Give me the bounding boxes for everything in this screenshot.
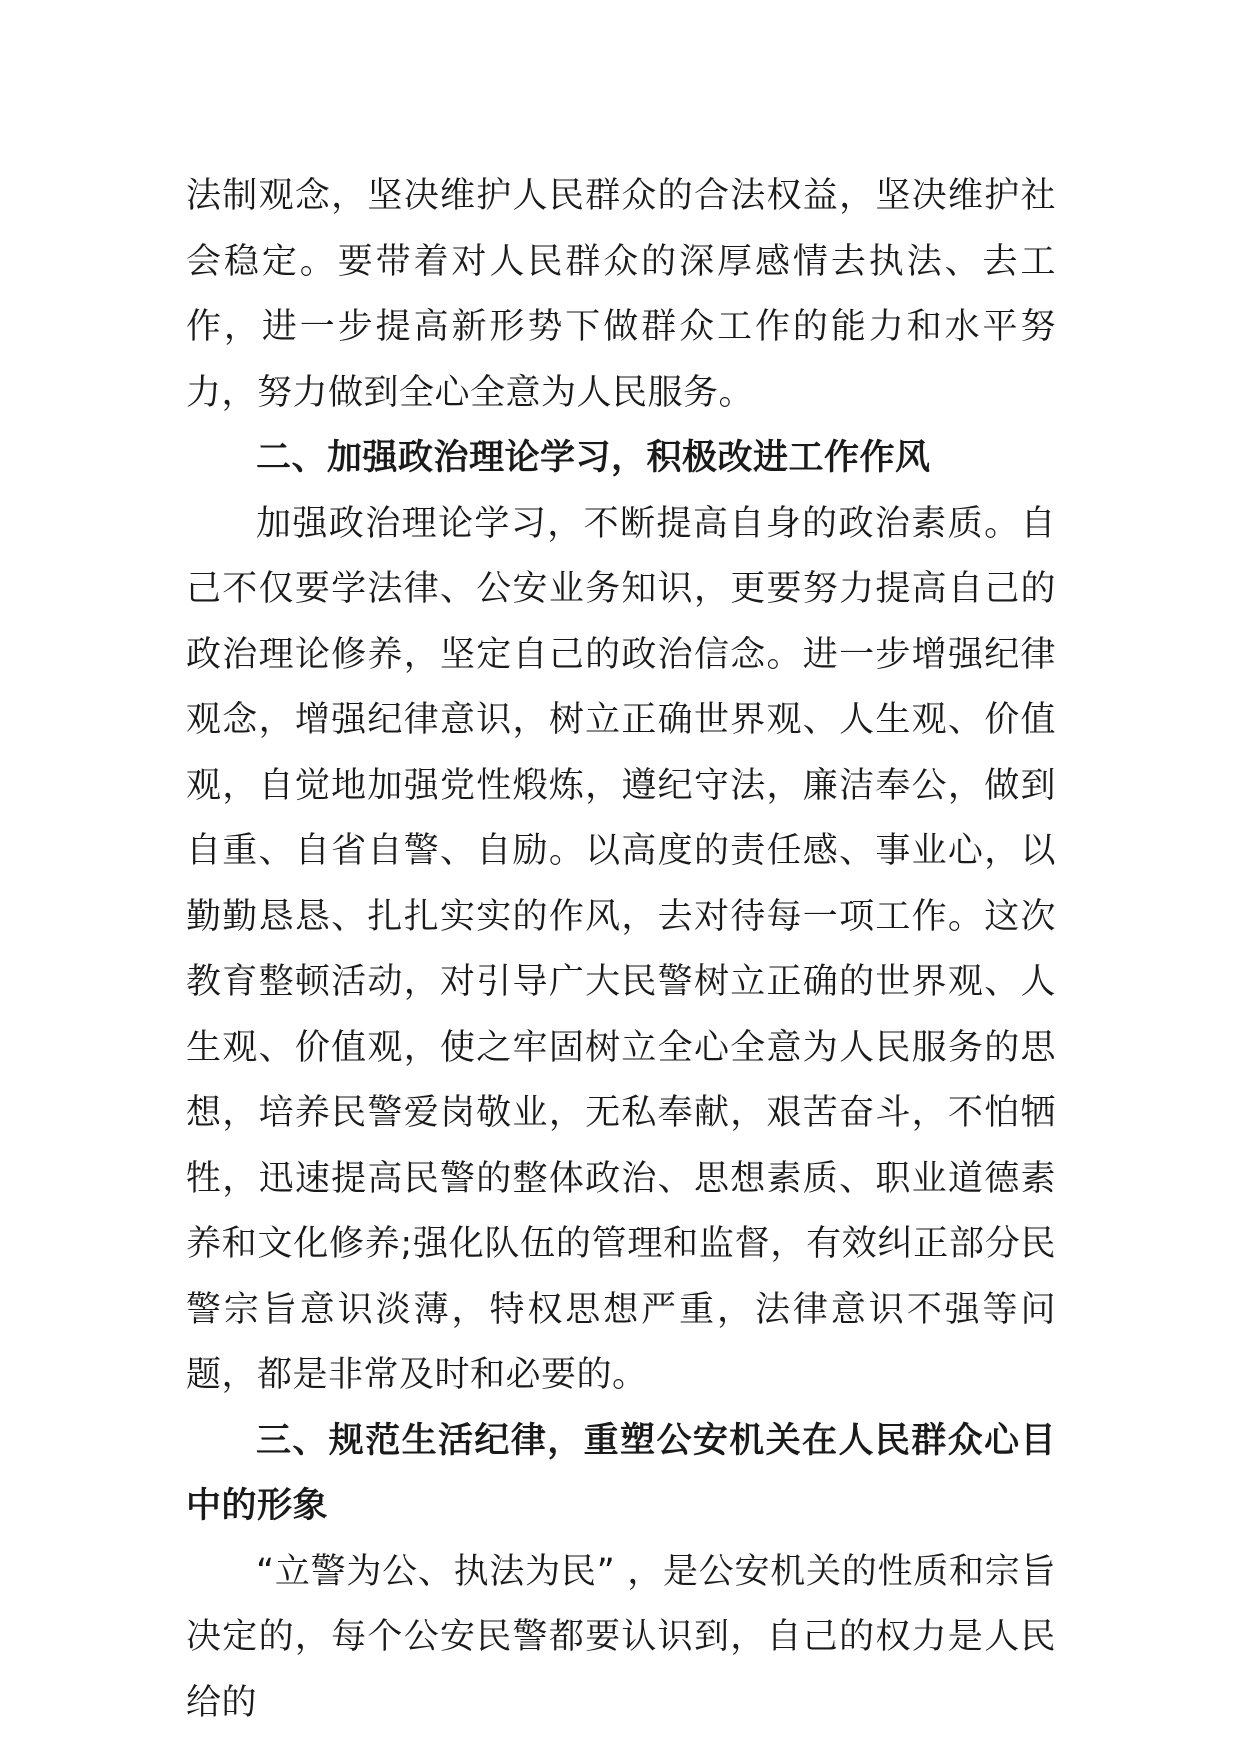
section-heading-3: 三、规范生活纪律，重塑公安机关在人民群众心目中的形象: [186, 1420, 1056, 1526]
paragraph-continued: 法制观念，坚决维护人民群众的合法权益，坚决维护社会稳定。要带着对人民群众的深厚感情去执法、去工作，进一步提高新形势下做群众工作的能力和水平努力，努力做到全心全意为人民服务。: [186, 176, 1056, 413]
section-heading-2: 二、加强政治理论学习，积极改进工作作风: [256, 438, 931, 478]
paragraph-section-2: 加强政治理论学习，不断提高自身的政治素质。自己不仅要学法律、公安业务知识，更要努力提高自己的政治理论修养，坚定自己的政治信念。进一步增强纪律观念，增强纪律意识，树立正确世界观、人生观、价值观，自觉地加强党性煅炼，遵纪守法，廉洁奉公，做到自重、自省自警、自励。以高度的责任感、事业心，以勤勤恳恳、扎扎实实的作风，去对待每一项工作。这次教育整顿活动，对引导广大民警树立正确的世界观、人生观、价值观，使之牢固树立全心全意为人民服务的思想，培养民警爱岗敬业，无私奉献，艰苦奋斗，不怕牺牲，迅速提高民警的整体政治、思想素质、职业道德素养和文化修养;强化队伍的管理和监督，有效纠正部分民警宗旨意识淡薄，特权思想严重，法律意识不强等问题，都是非常及时和必要的。: [186, 503, 1056, 1395]
paragraph-section-3: “立警为公、执法为民” ，是公安机关的性质和宗旨决定的，每个公安民警都要认识到，自己的权力是人民给的: [186, 1551, 1056, 1723]
document-page: [186, 164, 1056, 1736]
